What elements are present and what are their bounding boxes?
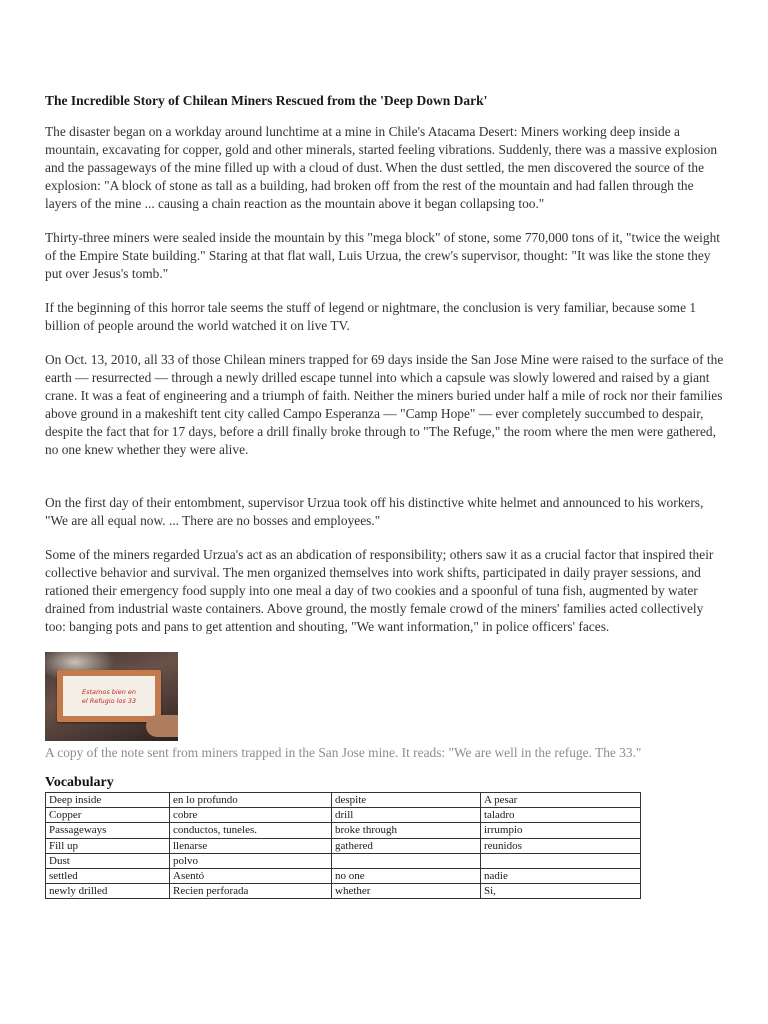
table-cell: despite bbox=[332, 793, 481, 808]
table-cell: llenarse bbox=[170, 838, 332, 853]
table-cell: Copper bbox=[46, 808, 170, 823]
table-cell: broke through bbox=[332, 823, 481, 838]
paragraph-disaster: The disaster began on a workday around lunchtime at a mine in Chile's Atacama Desert: Miners working deep inside a mountain, excavating for copper, gold and other minerals, started feeling vibrations. Suddenly, there was a massive explosion and the passageways of the mine filled up with a cloud of dust. When the dust settled, the men discovered the source of the explosion: "A block of stone as tall as a building, had broken off from the rest of the mountain and had fallen through the layers of the mine ... causing a chain reaction as the mountain above it began collapsing too." bbox=[45, 124, 718, 211]
table-cell: newly drilled bbox=[46, 884, 170, 899]
table-row bbox=[46, 823, 641, 838]
table-row bbox=[46, 793, 641, 808]
table-cell: conductos, tuneles. bbox=[170, 823, 332, 838]
table-cell: Recien perforada bbox=[170, 884, 332, 899]
document-page bbox=[45, 92, 725, 899]
table-row bbox=[46, 838, 641, 853]
table-cell: gathered bbox=[332, 838, 481, 853]
table-cell: reunidos bbox=[481, 838, 641, 853]
table-cell: whether bbox=[332, 884, 481, 899]
note-frame bbox=[57, 670, 161, 722]
table-cell: Asentó bbox=[170, 868, 332, 883]
table-cell: drill bbox=[332, 808, 481, 823]
table-cell: taladro bbox=[481, 808, 641, 823]
paragraph-rescue: On Oct. 13, 2010, all 33 of those Chilean miners trapped for 69 days inside the San Jose Mine were raised to the surface of the earth — resurrected — through a newly drilled escape tunnel into which a capsule was slowly lowered and raised by a giant crane. It was a feat of engineering and a triumph of faith. Neither the miners buried under half a mile of rock nor their families above ground in a makeshift tent city called Campo Esperanza — "Camp Hope" — ever completely succumbed to despair, despite the fact that for 17 days, before a drill finally broke through to "The Refuge," the room where the men were gathered, no one knew whether they were alive. bbox=[45, 352, 724, 457]
table-cell: Fill up bbox=[46, 838, 170, 853]
table-cell: settled bbox=[46, 868, 170, 883]
hand bbox=[146, 715, 178, 737]
vocabulary-table bbox=[45, 792, 641, 899]
table-cell: Deep inside bbox=[46, 793, 170, 808]
table-cell: en lo profundo bbox=[170, 793, 332, 808]
handwritten-note bbox=[63, 676, 155, 716]
vocabulary-heading: Vocabulary bbox=[45, 775, 114, 790]
article-title: The Incredible Story of Chilean Miners Rescued from the 'Deep Down Dark' bbox=[45, 93, 488, 108]
table-cell: Passageways bbox=[46, 823, 170, 838]
note-text-line-2: el Refugio los 33 bbox=[81, 696, 137, 705]
table-row bbox=[46, 884, 641, 899]
table-row bbox=[46, 808, 641, 823]
table-cell: irrumpio bbox=[481, 823, 641, 838]
table-cell bbox=[481, 853, 641, 868]
table-cell: no one bbox=[332, 868, 481, 883]
miners-note-photo bbox=[45, 652, 178, 741]
paragraph-collective: Some of the miners regarded Urzua's act as an abdication of responsibility; others saw it as a crucial factor that inspired their collective behavior and survival. The men organized themselves into work shifts, participated in daily prayer sessions, and rationed their emergency food supply into one meal a day of two cookies and a spoonful of tuna fish, augmented by water drained from industrial waste containers. Above ground, the mostly female crowd of the miners' families acted collectively too: banging pots and pans to get attention and shouting, "We want information," in police officers' faces. bbox=[45, 547, 714, 634]
table-cell: polvo bbox=[170, 853, 332, 868]
table-cell: Si, bbox=[481, 884, 641, 899]
table-row bbox=[46, 868, 641, 883]
table-cell bbox=[332, 853, 481, 868]
paragraph-first-day: On the first day of their entombment, supervisor Urzua took off his distinctive white helmet and announced to his workers, "We are all equal now. ... There are no bosses and employees." bbox=[45, 495, 704, 528]
paragraph-mega-block: Thirty-three miners were sealed inside the mountain by this "mega block" of stone, some 770,000 tons of it, "twice the weight of the Empire State building." Staring at that flat wall, Luis Urzua, the crew's supervisor, thought: "It was like the stone they put over Jesus's tomb." bbox=[45, 230, 720, 281]
paragraph-beginning: If the beginning of this horror tale seems the stuff of legend or nightmare, the conclusion is very familiar, because some 1 billion of people around the world watched it on live TV. bbox=[45, 300, 697, 333]
table-row bbox=[46, 853, 641, 868]
table-cell: cobre bbox=[170, 808, 332, 823]
note-text-line-1: Estamos bien en bbox=[81, 687, 137, 696]
photo-caption: A copy of the note sent from miners trapped in the San Jose mine. It reads: "We are well in the refuge. The 33." bbox=[45, 745, 642, 760]
table-cell: nadie bbox=[481, 868, 641, 883]
table-cell: Dust bbox=[46, 853, 170, 868]
table-cell: A pesar bbox=[481, 793, 641, 808]
